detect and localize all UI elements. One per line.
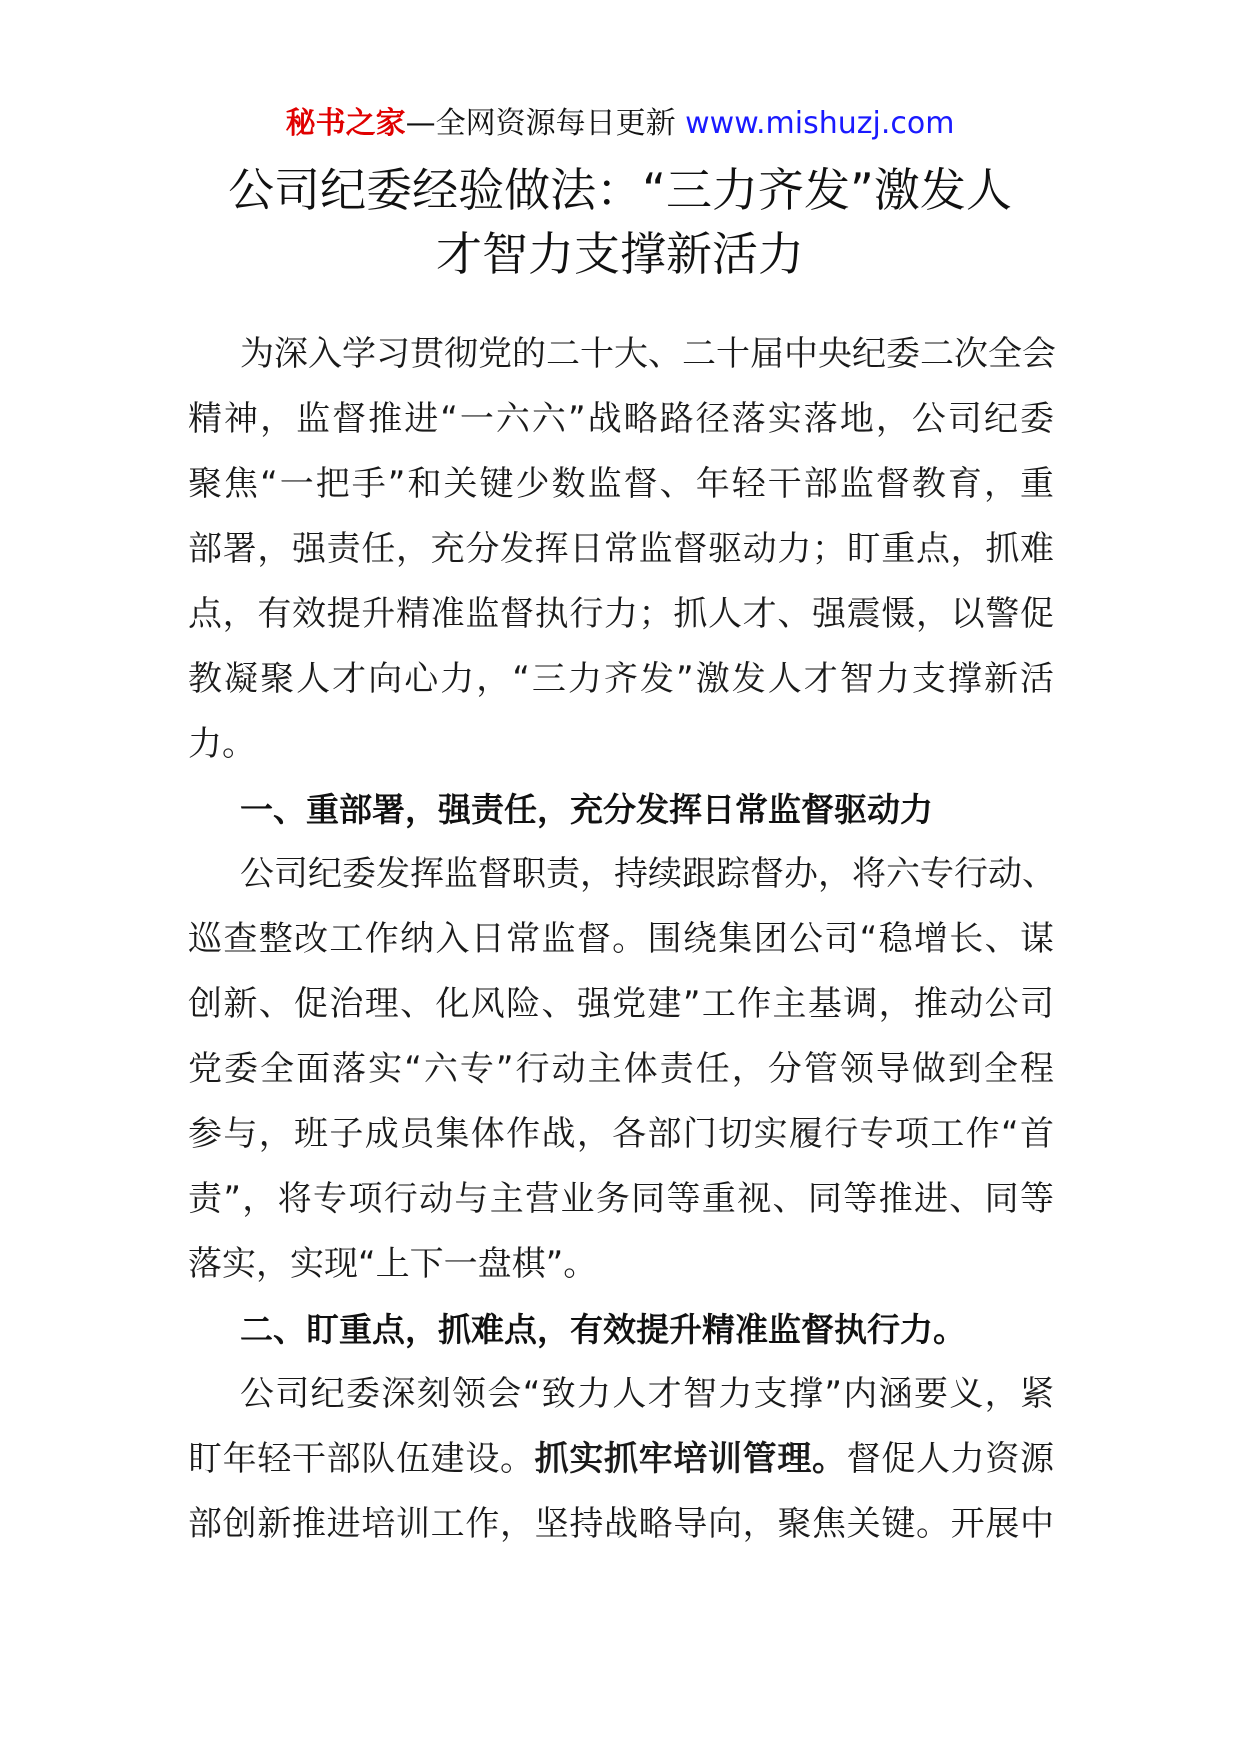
section-1-heading: 一、重部署，强责任，充分发挥日常监督驱动力 <box>240 790 933 829</box>
text-line: 为深入学习贯彻党的二十大、二十届中央纪委二次全会 <box>240 334 1056 374</box>
bold-subheading: 抓实抓牢培训管理。 <box>534 1439 847 1479</box>
document-body <box>188 322 1054 1557</box>
text-line: 责”，将专项行动与主营业务同等重视、同等推进、同等 <box>188 1179 1054 1219</box>
text-line: 教凝聚人才向心力，“三力齐发”激发人才智力支撑新活 <box>188 659 1054 699</box>
text-line: 力。 <box>188 724 256 764</box>
text-line: 参与，班子成员集体作战，各部门切实履行专项工作“首 <box>188 1114 1054 1154</box>
section-1-paragraph <box>188 842 1054 1297</box>
site-header <box>0 100 1240 148</box>
text-line: 精神，监督推进“一六六”战略路径落实落地，公司纪委 <box>188 399 1054 439</box>
text-line: 创新、促治理、化风险、强党建”工作主基调，推动公司 <box>188 984 1054 1024</box>
title-line-1: 公司纪委经验做法：“三力齐发”激发人 <box>228 163 1012 217</box>
site-url-link[interactable]: www.mishuzj.com <box>685 106 955 141</box>
text-line: 公司纪委深刻领会“致力人才智力支撑”内涵要义，紧 <box>240 1374 1054 1414</box>
intro-paragraph <box>188 322 1054 777</box>
text-line: 点，有效提升精准监督执行力；抓人才、强震慑，以警促 <box>188 594 1054 634</box>
header-tagline: —全网资源每日更新 <box>405 106 686 141</box>
text-line: 落实，实现“上下一盘棋”。 <box>188 1244 598 1284</box>
text-line: 巡查整改工作纳入日常监督。围绕集团公司“稳增长、谋 <box>188 919 1054 959</box>
text-line: 部创新推进培训工作，坚持战略导向，聚焦关键。开展中 <box>188 1504 1054 1544</box>
text-line-mixed <box>188 1427 1054 1492</box>
section-2-heading: 二、盯重点，抓难点，有效提升精准监督执行力。 <box>240 1310 966 1349</box>
text-line: 部署，强责任，充分发挥日常监督驱动力；盯重点，抓难 <box>188 529 1054 569</box>
text-segment: 督促人力资源 <box>846 1439 1055 1479</box>
text-segment: 盯年轻干部队伍建设。 <box>188 1439 535 1479</box>
brand-name: 秘书之家 <box>285 106 406 141</box>
text-line: 公司纪委发挥监督职责，持续跟踪督办，将六专行动、 <box>240 854 1056 894</box>
title-line-2: 才智力支撑新活力 <box>436 227 804 281</box>
document-title <box>150 158 1090 286</box>
text-line: 党委全面落实“六专”行动主体责任，分管领导做到全程 <box>188 1049 1054 1089</box>
text-line: 聚焦“一把手”和关键少数监督、年轻干部监督教育，重 <box>188 464 1054 504</box>
section-2-paragraph <box>188 1362 1054 1557</box>
